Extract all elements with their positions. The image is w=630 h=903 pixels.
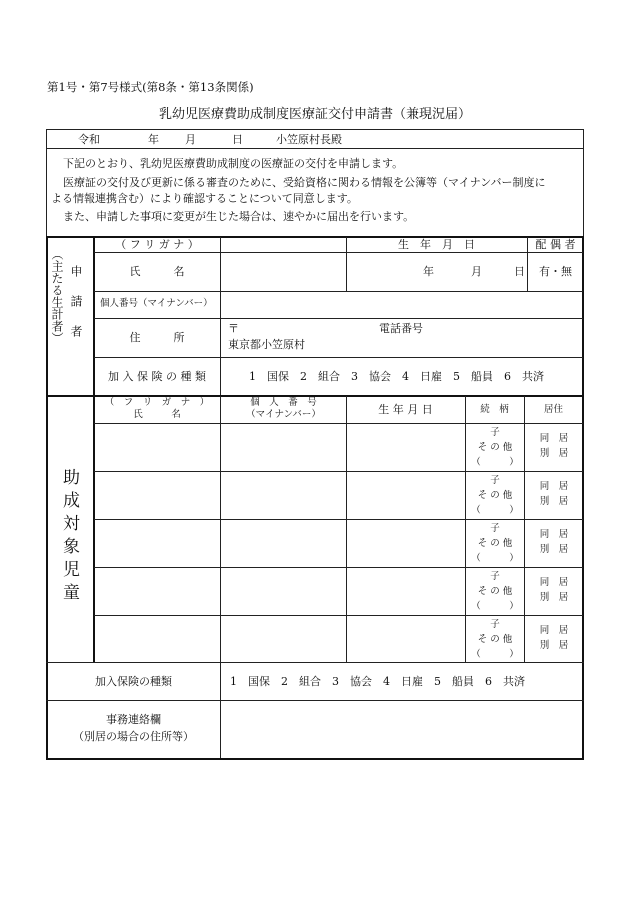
child-row-1-relation [465, 425, 525, 470]
form-id: 第1号・第7号様式(第8条・第13条関係) [47, 80, 254, 94]
res-separate: 別 居 [539, 448, 569, 459]
res-same: 同 居 [539, 481, 569, 492]
relation-child: 子 [490, 619, 500, 630]
applicant-side-sub: （主たる生計者） [50, 248, 64, 344]
applicant-birth-month: 月 [471, 265, 482, 278]
children-insurance-label: 加入保険の種類 [95, 675, 172, 688]
relation-other: そ の 他 [477, 538, 513, 549]
form-title: 乳幼児医療費助成制度医療証交付申請書（兼現況届） [158, 107, 471, 122]
res-same: 同 居 [539, 433, 569, 444]
applicant-spouse-header: 配 偶 者 [535, 238, 576, 251]
children-insurance-options: 1 国保 2 組合 3 協会 4 日雇 5 船員 6 共済 [230, 675, 525, 688]
office-memo-label-1: 事務連絡欄 [106, 713, 161, 726]
child-row-5-residence [525, 623, 583, 653]
child-row-5-relation [465, 617, 525, 662]
child-row-3-relation [465, 521, 525, 566]
applicant-insurance-options: 1 国保 2 組合 3 協会 4 日雇 5 船員 6 共済 [249, 370, 544, 383]
applicant-address-label: 住 所 [129, 331, 185, 344]
relation-paren: （ ） [471, 505, 519, 516]
children-hdr-mynumber-2: （マイナンバー） [246, 409, 321, 420]
res-separate: 別 居 [539, 496, 569, 507]
applicant-side-main: 申請者 [69, 265, 83, 355]
res-same: 同 居 [539, 529, 569, 540]
year-label: 年 [148, 133, 159, 146]
applicant-birth-header: 生 年 月 日 [398, 238, 475, 251]
postal-mark: 〒 [228, 322, 239, 335]
applicant-birth-year: 年 [423, 265, 434, 278]
children-hdr-mynumber-1: 個 人 番 号 [250, 397, 317, 408]
relation-other: そ の 他 [477, 490, 513, 501]
child-row-2-relation [465, 473, 525, 518]
applicant-furigana-label: （ フ リ ガ ナ ） [115, 238, 199, 251]
children-hdr-relation: 続 柄 [480, 404, 509, 415]
child-row-4-residence [525, 575, 583, 605]
applicant-insurance-label: 加 入 保 険 の 種 類 [108, 370, 206, 383]
relation-child: 子 [490, 571, 500, 582]
addressee: 小笠原村長殿 [276, 133, 342, 146]
relation-paren: （ ） [471, 553, 519, 564]
applicant-mynumber-label: 個人番号（マイナンバー） [100, 298, 213, 309]
children-hdr-birth: 生 年 月 日 [378, 403, 433, 416]
office-memo-label-2: （別居の場合の住所等） [73, 730, 194, 743]
intro-p2a: 医療証の交付及び更新に係る審査のために、受給資格に関わる情報を公簿等（マイナンバー制度に [63, 176, 546, 189]
child-row-3-residence [525, 527, 583, 557]
relation-child: 子 [490, 427, 500, 438]
res-same: 同 居 [539, 577, 569, 588]
relation-child: 子 [490, 523, 500, 534]
intro-p2b: よる情報連携含む）により確認することについて同意します。 [51, 192, 358, 205]
phone-label: 電話番号 [379, 322, 423, 335]
day-label: 日 [232, 133, 243, 146]
relation-other: そ の 他 [477, 634, 513, 645]
children-hdr-residence: 居住 [543, 404, 563, 415]
relation-paren: （ ） [471, 649, 519, 660]
res-separate: 別 居 [539, 544, 569, 555]
relation-other: そ の 他 [477, 586, 513, 597]
address-value: 東京都小笠原村 [228, 338, 305, 351]
child-row-2-residence [525, 479, 583, 509]
children-hdr-name: 氏 名 [133, 409, 181, 420]
relation-other: そ の 他 [477, 442, 513, 453]
res-separate: 別 居 [539, 592, 569, 603]
res-same: 同 居 [539, 625, 569, 636]
relation-paren: （ ） [471, 601, 519, 612]
children-side-label: 助成対象児童 [59, 468, 79, 606]
intro-p3: また、申請した事項に変更が生じた場合は、速やかに届出を行います。 [63, 210, 415, 223]
res-separate: 別 居 [539, 640, 569, 651]
applicant-spouse-value: 有・無 [539, 265, 572, 278]
applicant-birth-day: 日 [514, 265, 525, 278]
applicant-name-label: 氏 名 [129, 265, 185, 278]
relation-paren: （ ） [471, 457, 519, 468]
children-hdr-furigana: （ フ リ ガ ナ ） [104, 397, 210, 408]
era-label: 令和 [78, 133, 100, 146]
month-label: 月 [185, 133, 196, 146]
relation-child: 子 [490, 475, 500, 486]
child-row-4-relation [465, 569, 525, 614]
intro-p1: 下記のとおり、乳幼児医療費助成制度の医療証の交付を申請します。 [63, 157, 404, 170]
child-row-1-residence [525, 431, 583, 461]
